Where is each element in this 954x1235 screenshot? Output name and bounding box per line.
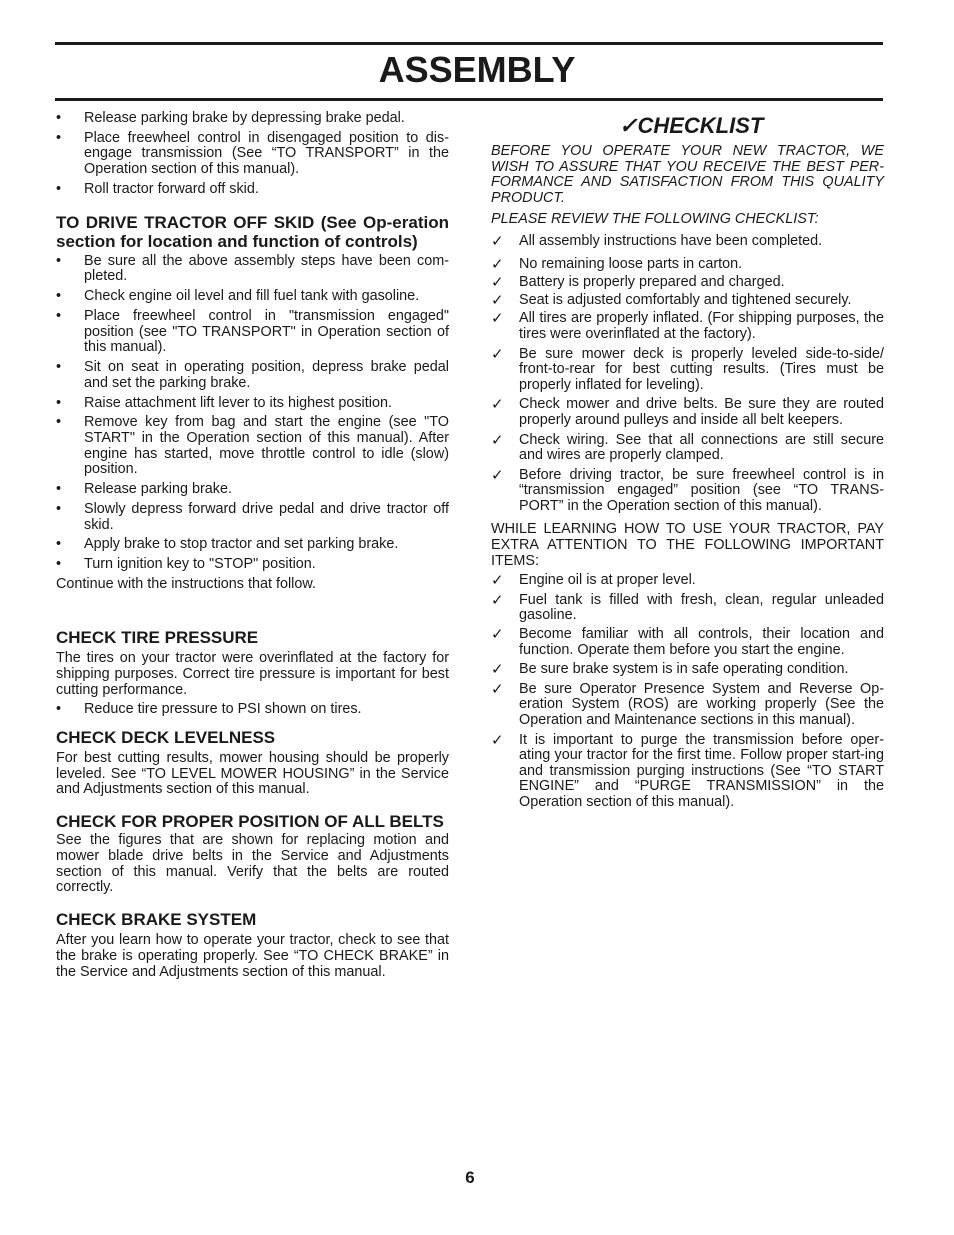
check-icon: ✓: [491, 590, 504, 609]
tire-pressure-text: The tires on your tractor were overinflated at the factory for shipping purposes. Correct tire pressure is important for best cutting performance.: [56, 650, 449, 698]
drive-bullet-list: [56, 254, 449, 573]
check-icon: ✓: [491, 231, 504, 250]
checklist: [491, 231, 884, 515]
check-icon: ✓: [491, 344, 504, 363]
checklist-item: ✓ Seat is adjusted comfortably and tightened securely.: [491, 290, 852, 309]
checklist-item: ✓ It is important to purge the transmission before oper-ating your tractor for the first time. Follow proper start-ing and transmission purging instructions (See “TO START ENGINE” and “PURGE TRANSMISSION” in the Operation section of this manual).: [491, 730, 884, 810]
check-icon: ✓: [491, 309, 504, 328]
deck-levelness-heading: CHECK DECK LEVELNESS: [56, 727, 276, 747]
list-item: • Check engine oil level and fill fuel tank with gasoline.: [56, 289, 449, 305]
check-icon: ✓: [491, 660, 504, 679]
check-icon: ✓: [491, 679, 504, 698]
left-column: [56, 111, 449, 980]
checklist-heading: [491, 113, 884, 139]
list-item: • Turn ignition key to "STOP" position.: [56, 557, 449, 573]
page-number: 6: [465, 1168, 475, 1187]
intro-bullet-list: [56, 111, 449, 198]
drive-off-skid-heading: TO DRIVE TRACTOR OFF SKID (See Op-eration section for location and function of controls): [56, 212, 449, 252]
check-icon: ✓: [619, 113, 638, 138]
header-rule-top: [55, 42, 883, 45]
check-icon: ✓: [491, 273, 504, 292]
check-icon: ✓: [491, 571, 504, 590]
check-icon: ✓: [491, 730, 504, 749]
checklist-item: ✓ Fuel tank is filled with fresh, clean, regular unleaded gasoline.: [491, 590, 884, 624]
header-rule-bottom: [55, 98, 883, 101]
before-operate-text: BEFORE YOU OPERATE YOUR NEW TRACTOR, WE WISH TO ASSURE THAT YOU RECEIVE THE BEST PER-FORMANCE AND SATISFACTION FROM THIS QUALITY PRODUCT.: [491, 143, 884, 206]
list-item: • Remove key from bag and start the engine (see "TO START" in the Operation section of this manual). After engine has started, move throttle control to idle (slow) position.: [56, 415, 449, 477]
checklist-item: ✓ Be sure brake system is in safe operating condition.: [491, 660, 849, 679]
important-items-list: [491, 573, 884, 810]
list-item: • Raise attachment lift lever to its highest position.: [56, 396, 449, 412]
list-item: • Place freewheel control in "transmission engaged" position (see "TO TRANSPORT" in Operation section of this manual).: [56, 309, 449, 356]
checklist-item: ✓ Before driving tractor, be sure freewheel control is in “transmission engaged” position (see “TO TRANS-PORT” in the Operation section of this manual).: [491, 465, 884, 514]
deck-levelness-text: For best cutting results, mower housing should be properly leveled. See “TO LEVEL MOWER HOUSING” in the Service and Adjustments section of this manual.: [56, 750, 449, 798]
continue-text: Continue with the instructions that follow.: [56, 576, 316, 593]
checklist-item: ✓ Engine oil is at proper level.: [491, 571, 696, 590]
checklist-item: ✓ No remaining loose parts in carton.: [491, 254, 743, 273]
tire-pressure-heading: CHECK TIRE PRESSURE: [56, 627, 259, 647]
list-item: • Sit on seat in operating position, depress brake pedal and set the parking brake.: [56, 360, 449, 391]
list-item: • Reduce tire pressure to PSI shown on tires.: [56, 702, 449, 718]
check-icon: ✓: [491, 290, 504, 309]
while-learning-text: WHILE LEARNING HOW TO USE YOUR TRACTOR, PAY EXTRA ATTENTION TO THE FOLLOWING IMPORTANT ITEMS:: [491, 521, 884, 569]
checklist-item: ✓ Be sure Operator Presence System and Reverse Op-eration System (ROS) are working properly (See the Operation and Maintenance sections in this manual).: [491, 679, 884, 728]
checklist-item: ✓ Become familiar with all controls, their location and function. Operate them before you start the engine.: [491, 625, 884, 658]
checklist-title: CHECKLIST: [637, 113, 764, 138]
checklist-item: ✓ Check mower and drive belts. Be sure they are routed properly around pulleys and inside all belt keepers.: [491, 395, 884, 428]
list-item: • Be sure all the above assembly steps have been com-pleted.: [56, 254, 449, 285]
brake-system-text: After you learn how to operate your tractor, check to see that the brake is operating properly. See “TO CHECK BRAKE” in the Service and Adjustments section of this manual.: [56, 932, 449, 980]
list-item: • Apply brake to stop tractor and set parking brake.: [56, 537, 449, 553]
checklist-item: ✓ All assembly instructions have been completed.: [491, 231, 823, 250]
right-column: [491, 113, 884, 811]
check-icon: ✓: [491, 465, 504, 484]
list-item: • Release parking brake by depressing brake pedal.: [56, 111, 449, 127]
review-checklist-text: PLEASE REVIEW THE FOLLOWING CHECKLIST:: [491, 211, 819, 228]
belts-heading: CHECK FOR PROPER POSITION OF ALL BELTS: [56, 811, 444, 831]
check-icon: ✓: [491, 395, 504, 414]
belts-text: See the figures that are shown for replacing motion and mower blade drive belts in the Service and Adjustments section of this manual. Verify that the belts are routed correctly.: [56, 832, 449, 896]
brake-system-heading: CHECK BRAKE SYSTEM: [56, 909, 257, 929]
checklist-item: ✓ All tires are properly inflated. (For shipping purposes, the tires were overinflated at the factory).: [491, 309, 884, 342]
tire-bullet-list: [56, 702, 449, 718]
check-icon: ✓: [491, 625, 504, 644]
list-item: • Release parking brake.: [56, 482, 449, 498]
check-icon: ✓: [491, 430, 504, 449]
list-item: • Roll tractor forward off skid.: [56, 182, 449, 198]
checklist-item: ✓ Battery is properly prepared and charged.: [491, 273, 785, 292]
checklist-item: ✓ Be sure mower deck is properly leveled side-to-side/ front-to-rear for best cutting results. (Tires must be properly inflated for leveling).: [491, 344, 884, 393]
list-item: • Slowly depress forward drive pedal and drive tractor off skid.: [56, 502, 449, 533]
page-title: ASSEMBLY: [378, 49, 576, 90]
list-item: • Place freewheel control in disengaged position to dis-engage transmission (See “TO TRANSPORT” in the Operation section of this manual).: [56, 131, 449, 178]
checklist-item: ✓ Check wiring. See that all connections are still secure and wires are properly clamped.: [491, 430, 884, 464]
check-icon: ✓: [491, 254, 504, 273]
